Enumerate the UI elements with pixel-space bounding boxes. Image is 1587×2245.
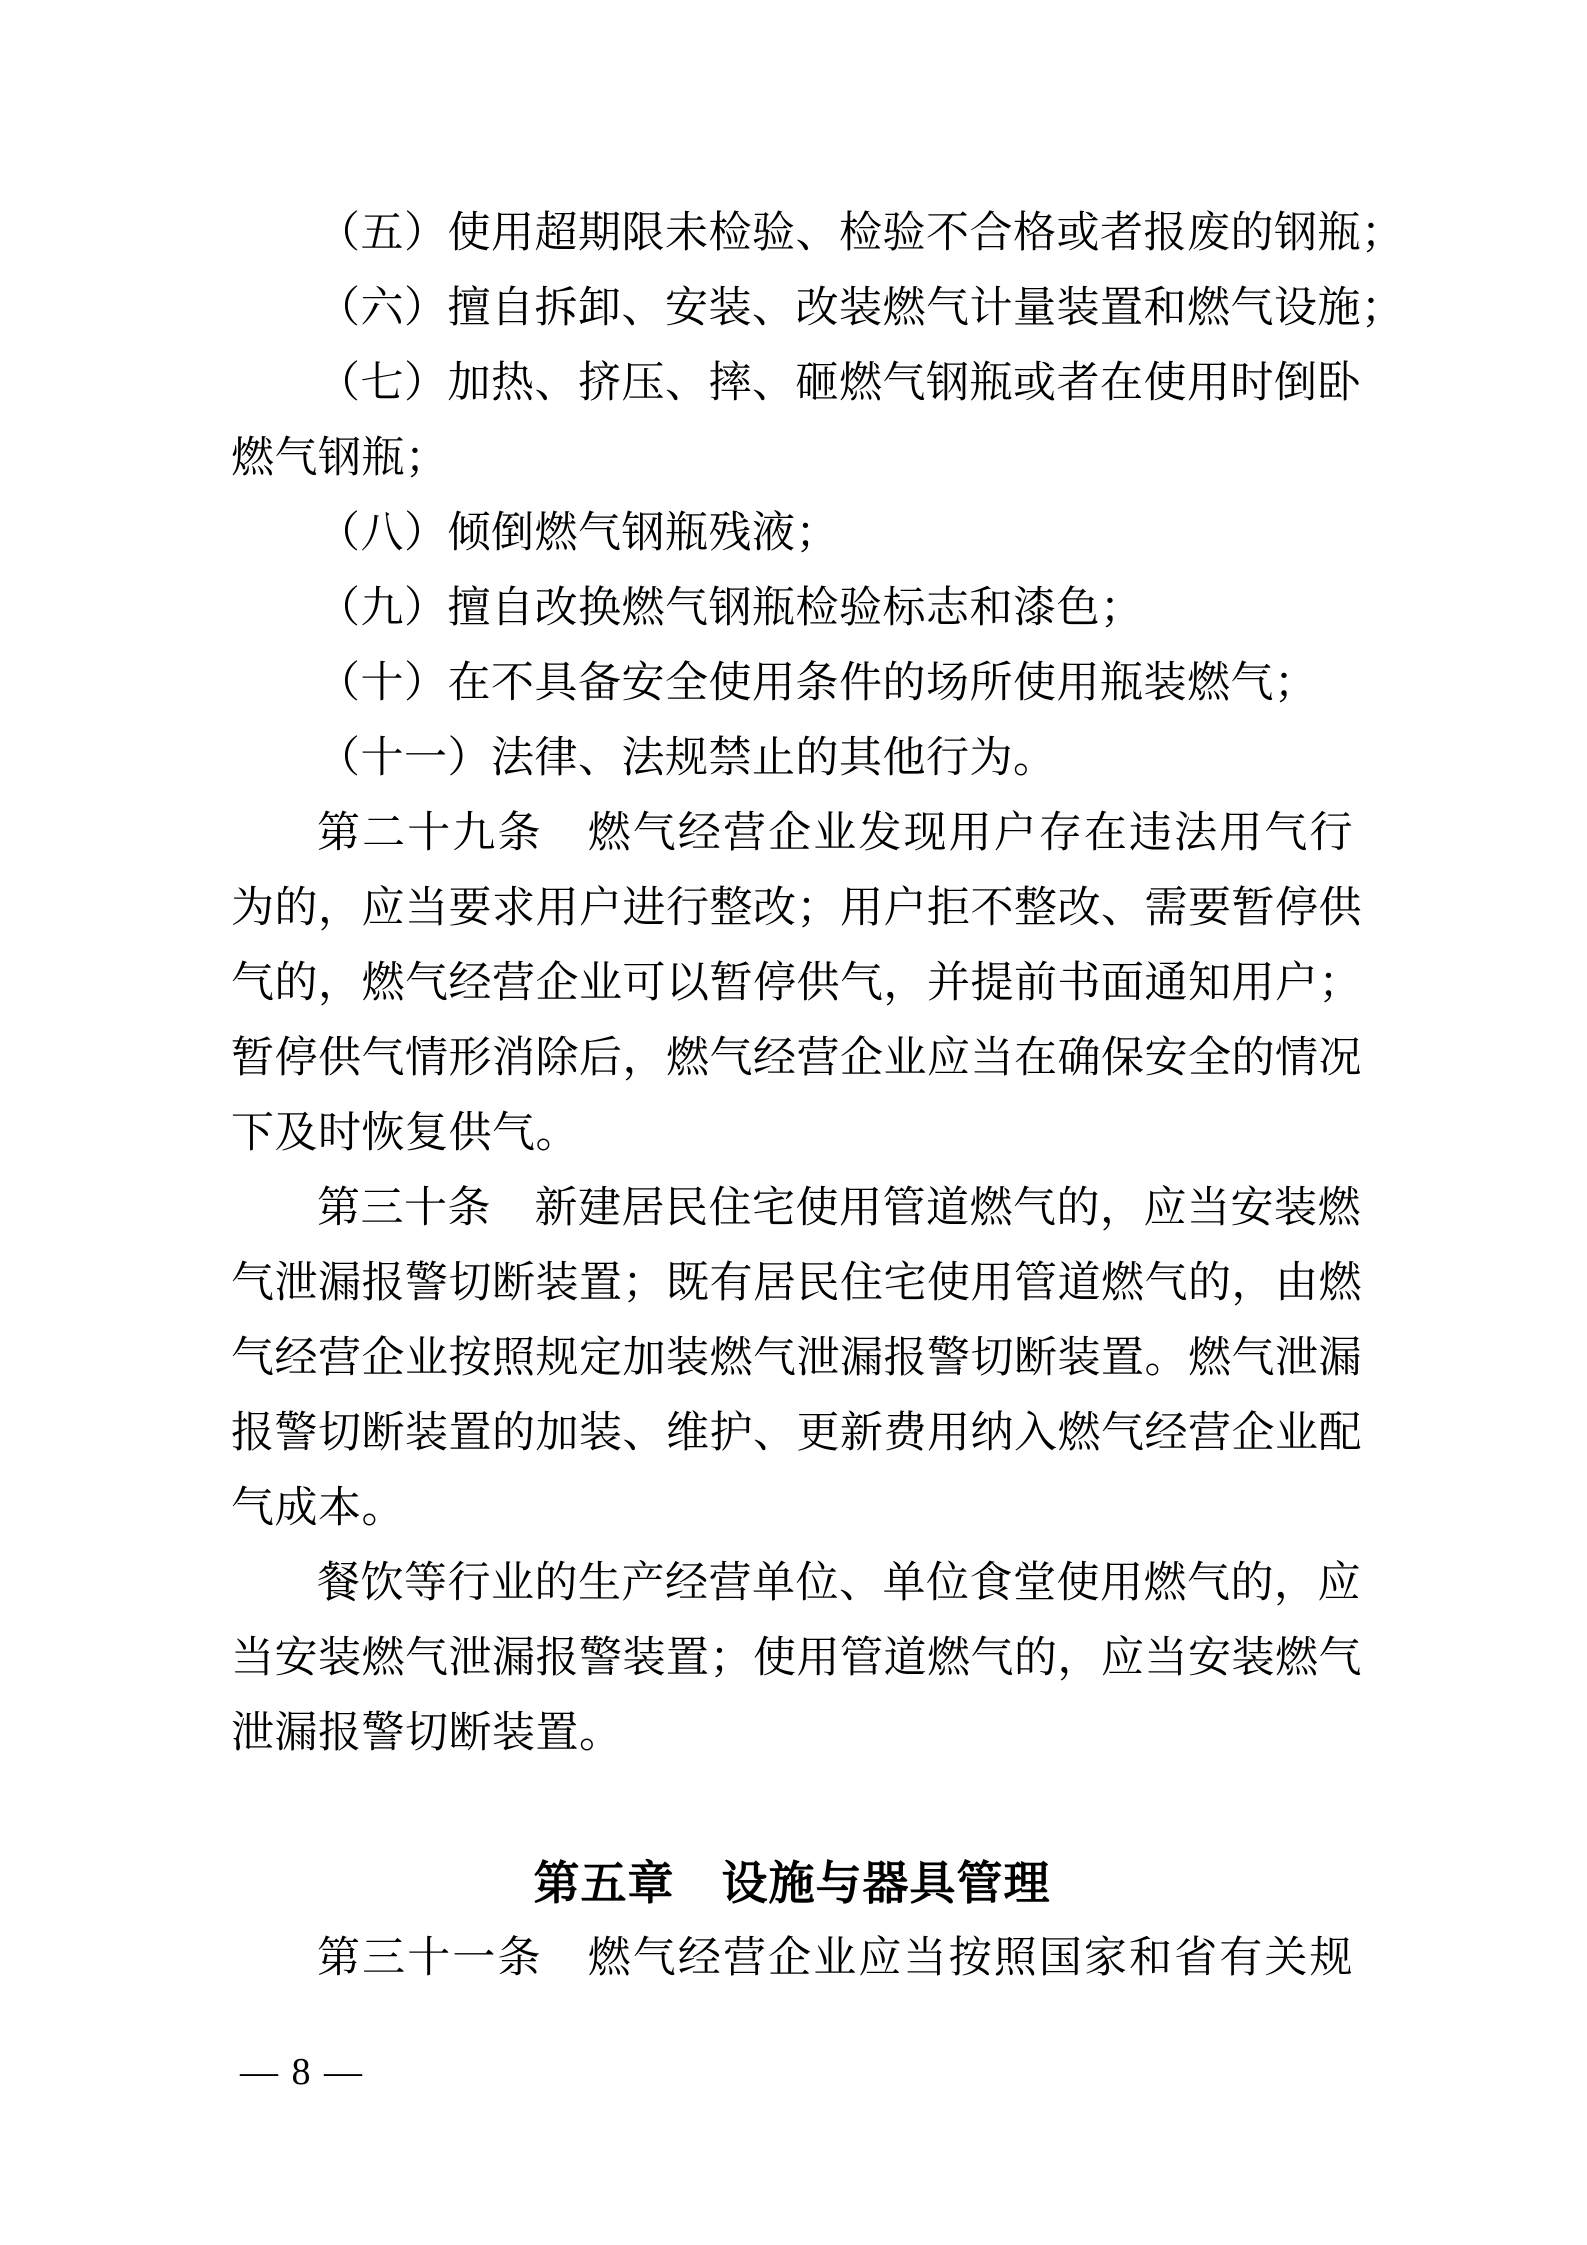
text-line: 暂停供气情形消除后，燃气经营企业应当在确保安全的情况 (231, 1035, 1362, 1082)
text-line: （九）擅自改换燃气钢瓶检验标志和漆色； (317, 585, 1144, 632)
text-line: 气的，燃气经营企业可以暂停供气，并提前书面通知用户； (231, 960, 1362, 1007)
text-line: 当安装燃气泄漏报警装置；使用管道燃气的，应当安装燃气 (231, 1635, 1362, 1682)
text-line: （十一）法律、法规禁止的其他行为。 (317, 735, 1057, 782)
text-line: 下及时恢复供气。 (231, 1110, 579, 1157)
text-line: （十）在不具备安全使用条件的场所使用瓶装燃气； (317, 660, 1318, 707)
text-line: （八）倾倒燃气钢瓶残液； (317, 510, 839, 557)
text-line: 气经营企业按照规定加装燃气泄漏报警切断装置。燃气泄漏 (231, 1335, 1362, 1382)
text-line: 餐饮等行业的生产经营单位、单位食堂使用燃气的，应 (317, 1560, 1361, 1607)
page-number: — 8 — (240, 2051, 364, 2093)
text-line: 燃气钢瓶； (231, 435, 449, 482)
text-line: 第三十条 新建居民住宅使用管道燃气的，应当安装燃 (317, 1185, 1361, 1232)
text-line: （五）使用超期限未检验、检验不合格或者报废的钢瓶； (317, 210, 1405, 257)
text-line: 第二十九条 燃气经营企业发现用户存在违法用气行 (317, 810, 1353, 857)
text-line: （七）加热、挤压、摔、砸燃气钢瓶或者在使用时倒卧 (317, 360, 1361, 407)
text-line: 泄漏报警切断装置。 (231, 1710, 623, 1757)
content-area (231, 196, 1405, 1996)
text-line: 为的，应当要求用户进行整改；用户拒不整改、需要暂停供 (231, 885, 1362, 932)
text-line: 第三十一条 燃气经营企业应当按照国家和省有关规 (317, 1935, 1353, 1982)
text-line: （六）擅自拆卸、安装、改装燃气计量装置和燃气设施； (317, 285, 1405, 332)
text-line: 气泄漏报警切断装置；既有居民住宅使用管道燃气的，由燃 (231, 1260, 1362, 1307)
blank-line (231, 1771, 1353, 1846)
chapter-heading: 第五章 设施与器具管理 (533, 1857, 1051, 1909)
text-line: 气成本。 (231, 1485, 405, 1532)
text-line: 报警切断装置的加装、维护、更新费用纳入燃气经营企业配 (231, 1410, 1362, 1457)
